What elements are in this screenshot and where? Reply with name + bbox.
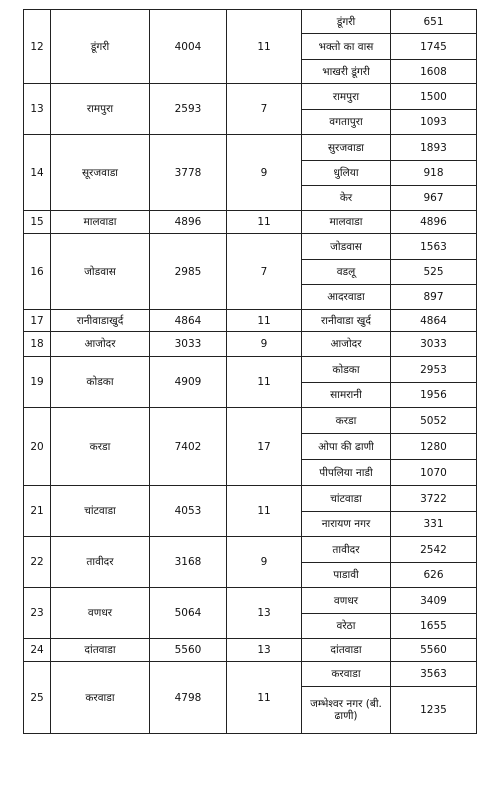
serial-number-cell: 16 <box>24 234 51 310</box>
village-population-cell: 3033 <box>391 332 477 357</box>
village-population-cell: 3409 <box>391 588 477 614</box>
village-name-cell: सामरानी <box>302 383 391 408</box>
village-population-cell: 1956 <box>391 383 477 408</box>
village-name-cell: भक्तो का वास <box>302 34 391 60</box>
panchayat-population-cell: 5560 <box>150 639 227 662</box>
panchayat-population-cell: 4004 <box>150 10 227 84</box>
village-name-cell: कोडका <box>302 357 391 383</box>
table-row <box>24 486 477 512</box>
ward-count-cell: 11 <box>227 310 302 332</box>
village-population-cell: 1655 <box>391 614 477 639</box>
serial-number-cell: 13 <box>24 84 51 135</box>
village-name-cell: जम्भेश्वर नगर (बी. ढाणी) <box>302 687 391 734</box>
village-population-cell: 897 <box>391 285 477 310</box>
village-name-cell: रामपुरा <box>302 84 391 110</box>
village-name-cell: धुलिया <box>302 161 391 186</box>
village-name-cell: सुरजवाडा <box>302 135 391 161</box>
serial-number-cell: 15 <box>24 211 51 234</box>
panchayat-population-cell: 4053 <box>150 486 227 537</box>
serial-number-cell: 14 <box>24 135 51 211</box>
ward-count-cell: 11 <box>227 662 302 734</box>
village-name-cell: वडलू <box>302 260 391 285</box>
village-name-cell: जोडवास <box>302 234 391 260</box>
village-population-cell: 1745 <box>391 34 477 60</box>
table-body <box>24 10 477 734</box>
panchayat-population-cell: 2593 <box>150 84 227 135</box>
serial-number-cell: 25 <box>24 662 51 734</box>
ward-count-cell: 9 <box>227 537 302 588</box>
village-population-cell: 651 <box>391 10 477 34</box>
ward-count-cell: 13 <box>227 588 302 639</box>
gram-panchayat-cell: करवाडा <box>51 662 150 734</box>
table-row <box>24 537 477 563</box>
village-population-cell: 4896 <box>391 211 477 234</box>
gram-panchayat-cell: जोडवास <box>51 234 150 310</box>
gram-panchayat-cell: दांतवाडा <box>51 639 150 662</box>
serial-number-cell: 22 <box>24 537 51 588</box>
village-population-cell: 626 <box>391 563 477 588</box>
serial-number-cell: 17 <box>24 310 51 332</box>
serial-number-cell: 24 <box>24 639 51 662</box>
table-row <box>24 211 477 234</box>
ward-count-cell: 9 <box>227 332 302 357</box>
panchayat-population-cell: 4909 <box>150 357 227 408</box>
village-population-cell: 1893 <box>391 135 477 161</box>
panchayat-population-cell: 3778 <box>150 135 227 211</box>
village-name-cell: करवाडा <box>302 662 391 687</box>
table-row <box>24 408 477 434</box>
gram-panchayat-cell: करडा <box>51 408 150 486</box>
village-name-cell: नारायण नगर <box>302 512 391 537</box>
village-population-cell: 3722 <box>391 486 477 512</box>
panchayat-population-cell: 4798 <box>150 662 227 734</box>
table-row <box>24 84 477 110</box>
gram-panchayat-cell: वणधर <box>51 588 150 639</box>
village-name-cell: चांटवाडा <box>302 486 391 512</box>
table-row <box>24 10 477 34</box>
serial-number-cell: 20 <box>24 408 51 486</box>
village-name-cell: दांतवाडा <box>302 639 391 662</box>
village-name-cell: करडा <box>302 408 391 434</box>
panchayat-population-cell: 4896 <box>150 211 227 234</box>
village-name-cell: भाखरी डूंगरी <box>302 60 391 84</box>
table-row <box>24 639 477 662</box>
serial-number-cell: 18 <box>24 332 51 357</box>
village-population-cell: 2953 <box>391 357 477 383</box>
gram-panchayat-cell: रामपुरा <box>51 84 150 135</box>
panchayat-table <box>23 9 477 734</box>
gram-panchayat-cell: रानीवाडाखुर्द <box>51 310 150 332</box>
ward-count-cell: 7 <box>227 234 302 310</box>
table-row <box>24 135 477 161</box>
ward-count-cell: 9 <box>227 135 302 211</box>
village-name-cell: पाडावी <box>302 563 391 588</box>
panchayat-population-cell: 4864 <box>150 310 227 332</box>
ward-count-cell: 7 <box>227 84 302 135</box>
village-population-cell: 1280 <box>391 434 477 460</box>
village-population-cell: 1608 <box>391 60 477 84</box>
village-population-cell: 1235 <box>391 687 477 734</box>
table-row <box>24 662 477 687</box>
village-population-cell: 1070 <box>391 460 477 486</box>
village-population-cell: 1563 <box>391 234 477 260</box>
village-name-cell: आदरवाडा <box>302 285 391 310</box>
gram-panchayat-cell: कोडका <box>51 357 150 408</box>
village-name-cell: रानीवाडा खुर्द <box>302 310 391 332</box>
serial-number-cell: 21 <box>24 486 51 537</box>
serial-number-cell: 23 <box>24 588 51 639</box>
panchayat-population-cell: 3168 <box>150 537 227 588</box>
village-name-cell: आजोदर <box>302 332 391 357</box>
village-name-cell: वगतापुरा <box>302 110 391 135</box>
village-population-cell: 967 <box>391 186 477 211</box>
village-name-cell: वरेठा <box>302 614 391 639</box>
gram-panchayat-cell: मालवाडा <box>51 211 150 234</box>
ward-count-cell: 17 <box>227 408 302 486</box>
village-name-cell: तावीदर <box>302 537 391 563</box>
gram-panchayat-cell: सूरजवाडा <box>51 135 150 211</box>
table-row <box>24 357 477 383</box>
table-row <box>24 588 477 614</box>
ward-count-cell: 11 <box>227 486 302 537</box>
village-population-cell: 1500 <box>391 84 477 110</box>
serial-number-cell: 19 <box>24 357 51 408</box>
gram-panchayat-cell: डूंगरी <box>51 10 150 84</box>
gram-panchayat-cell: आजोदर <box>51 332 150 357</box>
ward-count-cell: 11 <box>227 211 302 234</box>
village-name-cell: ओपा की ढाणी <box>302 434 391 460</box>
village-population-cell: 1093 <box>391 110 477 135</box>
ward-count-cell: 11 <box>227 357 302 408</box>
village-population-cell: 5052 <box>391 408 477 434</box>
village-population-cell: 3563 <box>391 662 477 687</box>
ward-count-cell: 11 <box>227 10 302 84</box>
village-population-cell: 4864 <box>391 310 477 332</box>
village-name-cell: वणधर <box>302 588 391 614</box>
panchayat-population-cell: 3033 <box>150 332 227 357</box>
ward-count-cell: 13 <box>227 639 302 662</box>
village-name-cell: केर <box>302 186 391 211</box>
table-row <box>24 310 477 332</box>
village-name-cell: डूंगरी <box>302 10 391 34</box>
village-name-cell: मालवाडा <box>302 211 391 234</box>
serial-number-cell: 12 <box>24 10 51 84</box>
table-row <box>24 332 477 357</box>
panchayat-population-cell: 2985 <box>150 234 227 310</box>
panchayat-population-cell: 5064 <box>150 588 227 639</box>
panchayat-population-cell: 7402 <box>150 408 227 486</box>
gram-panchayat-cell: चांटवाडा <box>51 486 150 537</box>
village-population-cell: 5560 <box>391 639 477 662</box>
village-population-cell: 918 <box>391 161 477 186</box>
village-population-cell: 525 <box>391 260 477 285</box>
village-population-cell: 2542 <box>391 537 477 563</box>
gram-panchayat-cell: तावीदर <box>51 537 150 588</box>
village-name-cell: पीपलिया नाडी <box>302 460 391 486</box>
table-row <box>24 234 477 260</box>
village-population-cell: 331 <box>391 512 477 537</box>
